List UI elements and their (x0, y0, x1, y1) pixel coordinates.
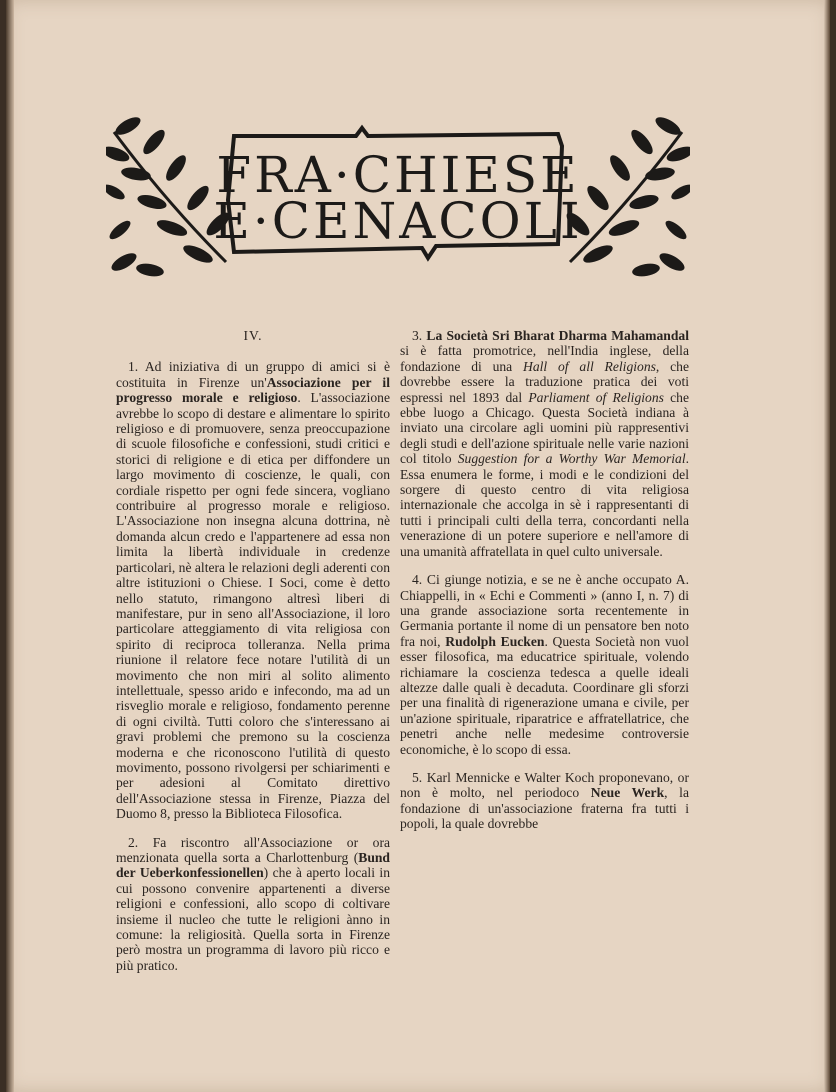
paragraph-3 (400, 328, 689, 559)
paragraph-3-bold: La Società Sri Bharat Dharma Mahamandal (426, 328, 689, 343)
paragraph-3-italic3: Suggestion for a Worthy War Memorial (457, 451, 686, 467)
decorative-header (106, 112, 690, 284)
paragraph-2-rest: ) che à aperto locali in cui possono convenire appartenenti a diverse religioni e confessioni, allo scopo di coltivare insieme il nucleo che tutte le religioni ànno in comune: la religiosità. Quella sorta in Firenze però mostra un programma di lavoro più ricco e più pratico. (116, 865, 390, 973)
paragraph-5-lead: 5. Karl Mennicke e Walter Koch proponevano, or non è molto, nel periodoco (400, 769, 689, 801)
paragraph-3-mid1: si è fatta promotrice, nell'India inglese, della fondazione di una (400, 343, 689, 374)
paragraph-4-rest: . Questa Società non vuol esser filosofica, ma educatrice spirituale, volendo richiamare la coscienza tedesca a quelle ideali altezze dalle quali è decaduta. Coordinare gli sforzi per una finalità di rigenerazione umana e civile, per un'azione spirituale, riparatrice e affratellatrice, che penetri anche nelle medesime controversie economiche, è lo scopo di essa. (400, 633, 689, 757)
paragraph-3-mid2: , che dovrebbe essere la traduzione pratica dei voti espressi nel 1893 dal (400, 358, 689, 405)
paragraph-5-bold: Neue Werk (590, 785, 665, 801)
header-title-line-1: FRA·CHIESE (216, 146, 580, 204)
section-number: IV. (243, 328, 263, 343)
paragraph-2-lead: 2. Fa riscontro all'Associazione or ora menzionata quella sorta a Charlottenburg ( (116, 834, 390, 865)
paragraph-5 (400, 770, 689, 832)
page-outer-edge (824, 0, 830, 1092)
right-column (400, 328, 689, 845)
paragraph-4 (400, 572, 689, 757)
header-title-line-2: E·CENACOLI (213, 192, 583, 250)
paragraph-3-lead: 3. (412, 328, 427, 343)
paragraph-2 (116, 835, 390, 974)
paragraph-3-italic1: Hall of all Religions (523, 358, 656, 374)
magazine-page (6, 0, 830, 1092)
left-column (116, 328, 390, 986)
paragraph-1-bold: Associazione per il progresso morale e religioso (116, 374, 390, 406)
paragraph-5-rest: , la fondazione di un'associazione fraterna fra tutti i popoli, la quale dovrebbe (400, 785, 689, 832)
paragraph-2-bold: Bund der Ueberkonfessionellen (116, 850, 390, 881)
paragraph-3-mid3: che ebbe luogo a Chicago. Questa Società indiana à inviato una circolare agli uomini più rappresentivi degli studi e dell'azione spirituale nelle varie nazioni col titolo (400, 389, 689, 467)
paragraph-1-rest: . L'associazione avrebbe lo scopo di destare e alimentare lo spirito religioso e di promuovere, senza preoccupazione di scuole filosofiche e confessioni, studi critici e storici di religione e di etica per diffondere un largo movimento di coscienze, le quali, con cordiale rispetto per ogni fede sincera, vogliano contribuire al progresso morale e religioso. L'Associazione non insegna alcuna dottrina, nè domanda alcun credo e l'appartenere ad essa non limita la libertà individuale in credenze particolari, nè altera le relazioni degli aderenti con altre istituzioni o Chiese. I Soci, come è detto nello statuto, rimangono altresì liberi di manifestare, pur in seno all'Associazione, il loro particolare atteggiamento di vita religiosa con spirito di reciproca tolleranza. Nella prima riunione il relatore fece notare l'utilità di un movimento che non miri al solito alimento intellettuale, spesso arido e infecondo, ma ad un risveglio morale e religioso, fondamento perenne di ogni civiltà. Tutti coloro che s'interessano ai gravi problemi che premono su la coscienza moderna e che riconoscono l'utilità di questo movimento, possono rivolgersi per schiarimenti e per adesioni al Comitato direttivo dell'Associazione stessa in Firenze, Piazza del Duomo 8, presso la Biblioteca Filosofica. (116, 390, 390, 822)
paragraph-4-lead: 4. Ci giunge notizia, e se ne è anche occupato A. Chiappelli, in « Echi e Commenti » (anno I, n. 7) di una grande associazione sorta recentemente in Germania portante il nome di un pensatore ben noto fra noi, (400, 572, 689, 649)
paragraph-1 (116, 359, 390, 821)
laurel-banner-illustration (106, 112, 690, 284)
paragraph-3-rest: . Essa enumera le forme, i modi e le condizioni del sorgere di questo centro di vita religiosa internazionale che accolga in sè i rappresentanti di tutti i principali culti della terra, concordanti nella venerazione di un potere superiore e nell'amore di una umanità affratellata in quel culto universale. (400, 451, 689, 559)
paragraph-1-lead: 1. Ad iniziativa di un gruppo di amici si è costituita in Firenze un' (116, 359, 390, 390)
page-binding-edge (6, 0, 14, 1092)
paragraph-3-italic2: Parliament of Religions (528, 389, 664, 405)
paragraph-4-bold: Rudolph Eucken (445, 633, 545, 649)
